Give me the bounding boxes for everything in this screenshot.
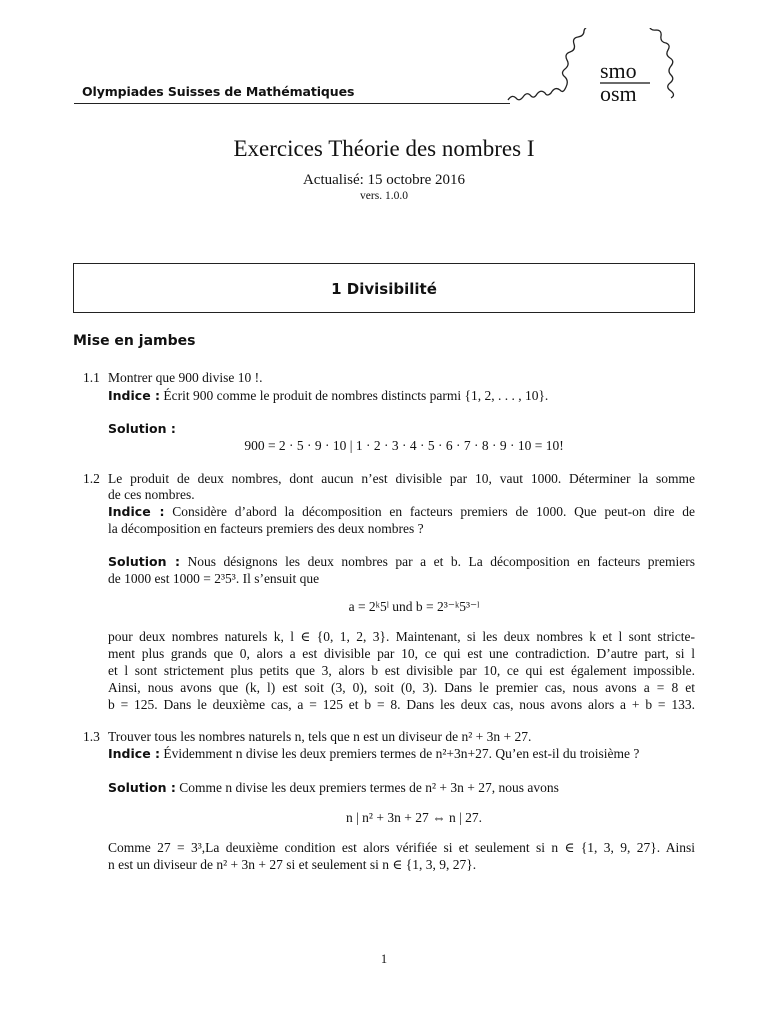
section-box [73, 263, 695, 313]
solution-text: pour deux nombres naturels k, l ∈ {0, 1, 2, 3}. Maintenant, si les deux nombres k et l sont stricte- [108, 629, 695, 644]
page-number: 1 [380, 952, 388, 966]
logo-text-osm: osm [600, 81, 637, 106]
section-title: 1 Divisibilité [331, 280, 437, 298]
exercise-statement: Trouver tous les nombres naturels n, tels que n est un diviseur de n² + 3n + 27. [108, 729, 532, 744]
header-rule [74, 103, 510, 104]
solution-text: Ainsi, nous avons que (k, l) est soit (3, 0), soit (0, 3). Dans le premier cas, nous avons a = 8 et [108, 680, 695, 695]
hint-line [108, 504, 695, 520]
exercise-number: 1.3 [83, 729, 100, 744]
solution-formula: n | n² + 3n + 27 ⇔ n | 27. [345, 810, 483, 825]
exercise-statement: Le produit de deux nombres, dont aucun n’est divisible par 10, vaut 1000. Déterminer la somme [108, 471, 695, 486]
hint-line [108, 746, 639, 762]
exercise-statement: de ces nombres. [108, 487, 195, 502]
solution-text: n est un diviseur de n² + 3n + 27 si et seulement si n ∈ {1, 3, 9, 27}. [108, 857, 477, 872]
solution-label: Solution : [108, 554, 181, 569]
organization-name: Olympiades Suisses de Mathématiques [82, 84, 355, 99]
hint-label: Indice : [108, 746, 161, 761]
solution-text: Nous désignons les deux nombres par a et b. La décomposition en facteurs premiers [187, 554, 695, 569]
updated-date: Actualisé: 15 octobre 2016 [302, 172, 466, 188]
document-title: Exercices Théorie des nombres I [233, 136, 535, 161]
exercise-number: 1.2 [83, 471, 100, 486]
solution-text: b = 125. Dans le deuxième cas, a = 125 et b = 8. Dans les deux cas, nous avons alors a + b = 133. [108, 697, 695, 712]
solution-text: de 1000 est 1000 = 2³5³. Il s’ensuit que [108, 571, 320, 586]
solution-formula: 900 = 2 · 5 · 9 · 10 | 1 · 2 · 3 · 4 · 5 · 6 · 7 · 8 · 9 · 10 = 10! [244, 438, 564, 453]
version-label: vers. 1.0.0 [360, 190, 408, 202]
hint-label: Indice : [108, 504, 165, 519]
hint-text: Écrit 900 comme le produit de nombres distincts parmi {1, 2, . . . , 10}. [163, 388, 549, 403]
solution-text: Comme n divise les deux premiers termes de n² + 3n + 27, nous avons [179, 780, 559, 795]
solution-line [108, 554, 695, 570]
solution-line [108, 780, 559, 796]
solution-label: Solution : [108, 421, 176, 436]
hint-text: Évidemment n divise les deux premiers termes de n²+3n+27. Qu’en est-il du troisième ? [163, 746, 640, 761]
solution-text: et l sont strictement plus petits que 3, alors b est divisible par 10, ce qui est également impossible. [108, 663, 695, 678]
solution-text: ment plus grands que 0, alors a est divisible par 10, ce qui est une contradiction. D’autre part, si l [108, 646, 695, 661]
logo-text-smo: smo [600, 58, 637, 83]
exercise-statement: Montrer que 900 divise 10 !. [108, 370, 263, 385]
exercise-number: 1.1 [83, 370, 100, 385]
solution-label: Solution : [108, 780, 176, 795]
hint-label: Indice : [108, 388, 161, 403]
solution-formula: a = 2ᵏ5ˡ und b = 2³⁻ᵏ5³⁻ˡ [348, 599, 480, 614]
smo-osm-logo [500, 28, 700, 112]
hint-text: Considère d’abord la décomposition en facteurs premiers de 1000. Que peut-on dire de [172, 504, 695, 519]
hint-line [108, 388, 548, 404]
hint-text: la décomposition en facteurs premiers des deux nombres ? [108, 521, 424, 536]
solution-text: Comme 27 = 3³,La deuxième condition est alors vérifiée si et seulement si n ∈ {1, 3, 9, 27}. Ainsi [108, 840, 695, 855]
subsection-title: Mise en jambes [73, 333, 196, 349]
